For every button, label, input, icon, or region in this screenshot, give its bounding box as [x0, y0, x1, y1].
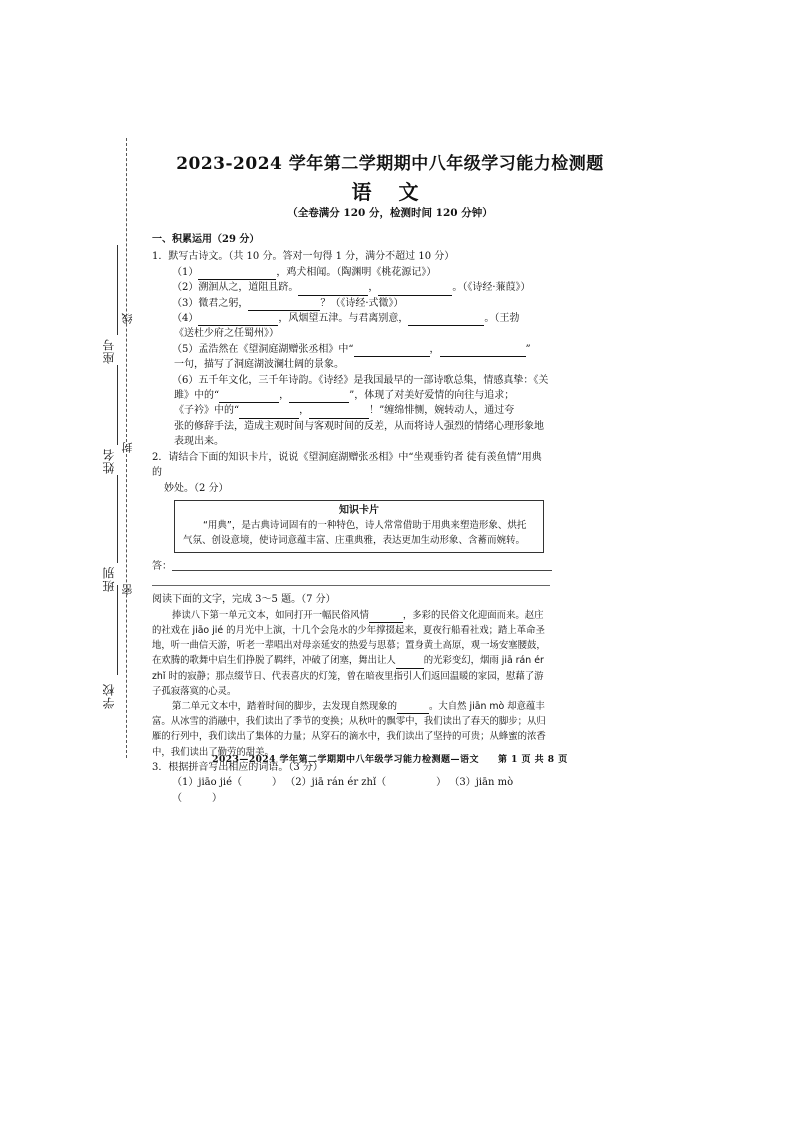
item-text: ”	[525, 343, 531, 355]
paragraph-text: 第二单元文本中，踏着时间的脚步，去发现自然现象的	[172, 700, 398, 712]
item-text: 五千年文化，三千年诗韵。《诗经》是我国最早的一部诗歌总集，情感真挚：《关	[198, 374, 549, 386]
subject-title: 语 文	[351, 180, 429, 204]
q1-item-6-line4: 张的修辞手法，造成主观时间与客观时间的反差，从而将诗人强烈的情绪心理形象地	[174, 420, 544, 432]
question-3-stem: 3．根据拼音写出相应的词语。（3 分）	[152, 761, 323, 773]
seat-field[interactable]	[117, 245, 118, 335]
item-text: ，鸡犬相闻。（陶渊明《桃花源记》）	[276, 266, 437, 278]
answer-blank[interactable]	[354, 345, 430, 357]
section-heading: 一、积累运用（29 分）	[152, 234, 260, 245]
item-number: （5）	[172, 343, 199, 355]
q2-answer-area[interactable]	[152, 559, 550, 575]
reading-intro: 阅读下面的文字，完成 3～5 题。（7 分）	[152, 594, 336, 606]
paragraph-text: ，多彩的民俗文化迎面而来。赵庄的社戏在 jiāo jié 的月光中上演，十几个会凫水的少年撑掇起来，夏夜行船看社戏；踏上革命圣地，听一曲信天游，听老一辈唱出对母亲延安的热爱与思慕；置身黄土高原，观一场安塞腰鼓，在欢腾的歌舞中启生们挣脱了羁绊，冲破了闭塞，舞出让人	[152, 609, 546, 667]
answer-blank[interactable]	[248, 299, 320, 311]
answer-blank[interactable]	[440, 345, 526, 357]
q1-item-4	[152, 311, 550, 326]
answer-line[interactable]	[172, 570, 552, 571]
item-text: 《子衿》中的“	[174, 405, 240, 417]
binding-mark-feng: 封	[121, 442, 134, 453]
knowledge-card-body: “用典”，是古典诗词固有的一种特色，诗人常常借助于用典来塑造形象、烘托气氛、创设意境，使诗词意蕴丰富、庄重典雅，表达更加生动形象、含蓄而婉转。	[183, 520, 527, 547]
item-text: 孟浩然在《望洞庭湖赠张丞相》中“	[198, 343, 354, 355]
class-field[interactable]	[117, 475, 118, 563]
q1-item-6-line5: 表现出来。	[174, 436, 224, 448]
item-text: 微君之躬，	[198, 297, 249, 309]
item-text: ，	[279, 390, 290, 402]
answer-blank[interactable]	[289, 391, 349, 403]
q3-item-3[interactable]: （3）jiān mò（ ）	[172, 777, 514, 804]
question-1-stem: 1．默写古诗文。（共 10 分。答对一句得 1 分，满分不超过 10 分）	[152, 251, 455, 263]
knowledge-card-title: 知识卡片	[339, 504, 379, 516]
seat-label: 座号	[102, 338, 116, 364]
section-divider	[152, 585, 550, 586]
answer-blank[interactable]	[309, 407, 369, 419]
binding-mark-mi: 密	[121, 584, 134, 595]
item-text: ？（《诗经·式微》）	[320, 297, 404, 309]
answer-blank[interactable]	[397, 703, 429, 714]
question-2-stem-cont: 妙处。（2 分）	[164, 482, 229, 494]
item-text: 溯洄从之，道阻且跻。	[198, 282, 299, 294]
name-field[interactable]	[117, 365, 118, 445]
answer-blank[interactable]	[198, 314, 278, 326]
school-field[interactable]	[117, 585, 118, 675]
item-text: ，	[368, 282, 379, 294]
answer-blank[interactable]	[198, 268, 276, 280]
q1-item-4-cont: 《送杜少府之任蜀州》）	[174, 328, 279, 340]
item-text: ！”缠绵悱恻，婉转动人，通过夸	[369, 405, 515, 417]
knowledge-card	[174, 500, 544, 553]
item-text: ”，体现了对美好爱情的向往与追求；	[349, 390, 515, 402]
exam-title: 2023-2024 学年第二学期期中八年级学习能力检测题	[176, 154, 604, 174]
name-label: 姓名	[102, 448, 116, 474]
answer-blank[interactable]	[219, 391, 279, 403]
item-number: （6）	[172, 374, 199, 386]
q3-item-1[interactable]: （1）jiāo jié（ ）	[172, 777, 283, 789]
q1-item-6	[152, 373, 550, 388]
paragraph-text: 。大自然 jiān mò 却意蕴丰富。从冰雪的消融中，我们读出了季节的变换；从秋叶的飘零中，我们读出了春天的脚步；从归雁的行列中，我们读出了集体的力量；从穿石的滴水中，我们读出了坚持的可贵；从蜂蜜的浓香中，我们读出了勤劳的甜美。	[152, 700, 546, 758]
school-label: 学校	[102, 683, 116, 709]
page-footer: 2023—2024 学年第二学期期中八年级学习能力检测题—语文 第 1 页 共 8 页	[212, 755, 568, 765]
item-number: （4）	[172, 313, 199, 325]
q1-item-3	[152, 296, 550, 311]
item-number: （2）	[172, 282, 199, 294]
exam-content	[152, 232, 550, 806]
item-text: ，	[429, 343, 440, 355]
q1-item-2	[152, 280, 550, 295]
item-text: 。（《诗经·蒹葭》）	[452, 282, 531, 294]
item-number: （3）	[172, 297, 199, 309]
paragraph-text: 捧读八下第一单元文本，如同打开一幅民俗风情	[172, 609, 369, 621]
q1-item-1	[152, 265, 550, 280]
item-text: 雎》中的“	[174, 390, 220, 402]
answer-blank[interactable]	[408, 314, 484, 326]
item-text: ，	[299, 405, 310, 417]
q3-item-2[interactable]: （2）jiā rán ér zhǐ（ ）	[285, 777, 447, 789]
answer-blank[interactable]	[378, 284, 452, 296]
paragraph-text: 的光彩变幻，烟雨 jiā rán ér zhǐ 时的寂静；那点缀节日、代表喜庆的灯笼，曾在暗夜里指引人们返回温暖的家园，慰藉了游子孤寂落寞的心灵。	[152, 655, 544, 697]
item-text: ，风烟望五津。与君离别意，	[278, 313, 409, 325]
item-number: （1）	[172, 266, 199, 278]
reading-paragraph-1	[152, 608, 550, 699]
answer-blank[interactable]	[396, 658, 424, 669]
exam-note: （全卷满分 120 分，检测时间 120 分钟）	[287, 207, 493, 219]
question-3-items	[152, 775, 550, 806]
reading-paragraph-2	[152, 699, 550, 760]
q1-item-5-cont: 一句，描写了洞庭湖波澜壮阔的景象。	[174, 359, 344, 371]
binding-mark-xian: 线	[121, 313, 134, 324]
question-2-stem: 2．请结合下面的知识卡片，说说《望洞庭湖赠张丞相》中“坐观垂钓者 徒有羡鱼情”用典的	[152, 451, 542, 479]
answer-blank[interactable]	[369, 612, 403, 623]
answer-blank[interactable]	[298, 284, 368, 296]
answer-label: 答：	[152, 561, 172, 573]
q1-item-5	[152, 342, 550, 357]
q1-item-6-line3	[152, 403, 550, 418]
q1-item-6-line2	[152, 388, 550, 403]
item-text: 。（王勃	[484, 313, 520, 325]
class-label: 班别	[102, 566, 116, 592]
answer-blank[interactable]	[239, 407, 299, 419]
